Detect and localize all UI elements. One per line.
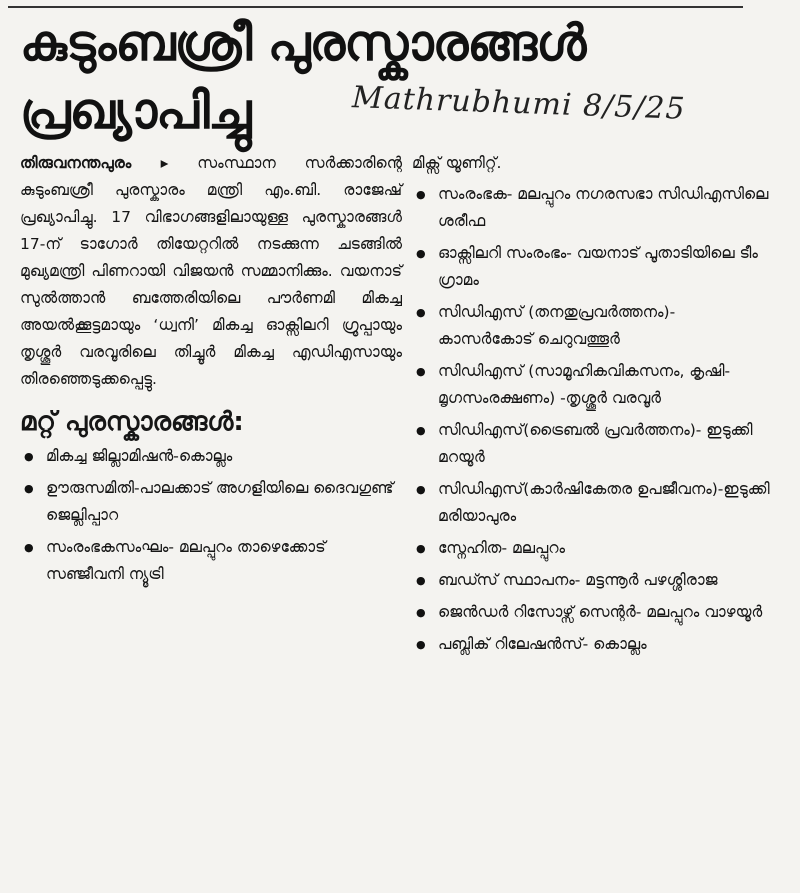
article-body-text: സംസ്ഥാന സർക്കാരിന്റെ കുടുംബശ്രീ പുരസ്കാരം മന്ത്രി എം.ബി. രാജേഷ് പ്രഖ്യാപിച്ചു. 17 വിഭാഗങ്ങളിലായുള്ള പുരസ്കാരങ്ങൾ 17-ന് ടാഗോർ തിയേറ്ററിൽ നടക്കുന്ന ചടങ്ങിൽ മുഖ്യമന്ത്രി പിണറായി വിജയൻ സമ്മാനിക്കും. വയനാട് സുൽത്താൻ ബത്തേരിയിലെ പൗർണമി മികച്ച അയൽക്കൂട്ടമായും ‘ധ്വനി’ മികച്ച ഓക്സിലറി ഗ്രൂപ്പായും തൃശ്ശൂർ വരവൂരിലെ തിച്ചൂർ മികച്ച എഡിഎസായും തിരഞ്ഞെടുക്കപ്പെട്ടു. bbox=[20, 154, 402, 388]
article-body bbox=[20, 150, 402, 393]
handwritten-source-date: Mathrubhumi 8/5/25 bbox=[351, 80, 687, 127]
award-item: ● പബ്ലിക് റിലേഷൻസ്- കൊല്ലം bbox=[412, 631, 772, 658]
award-item: ● സിഡിഎസ് (സാമൂഹികവികസനം, കൃഷി-മൃഗസംരക്ഷണം) -തൃശ്ശൂർ വരവൂർ bbox=[412, 358, 772, 412]
top-divider bbox=[8, 6, 743, 8]
other-awards-heading: മറ്റ് പുരസ്കാരങ്ങൾ: bbox=[20, 407, 244, 437]
award-item: ● ജെൻഡർ റിസോഴ്സ് സെന്റർ- മലപ്പുറം വാഴയൂർ bbox=[412, 599, 772, 626]
awards-list-left bbox=[20, 443, 402, 588]
article-right-column bbox=[412, 150, 772, 663]
award-item: ● സിഡിഎസ് (തനതുപ്രവർത്തനം)- കാസർകോട് ചെറുവത്തൂർ bbox=[412, 299, 772, 353]
award-item: ● ഓക്സിലറി സംരംഭം- വയനാട് പൂതാടിയിലെ ടീം ഗ്രാമം bbox=[412, 240, 772, 294]
continuation-text: മിക്സ് യൂണിറ്റ്. bbox=[412, 154, 502, 172]
award-item: ● ബഡ്സ് സ്ഥാപനം- മട്ടന്നൂർ പഴശ്ശിരാജ bbox=[412, 567, 772, 594]
article-left-column bbox=[20, 150, 402, 593]
headline-line-1: കുടുംബശ്രീ പുരസ്കാരങ്ങൾ bbox=[20, 14, 586, 72]
award-item: ● സ്നേഹിത- മലപ്പുറം bbox=[412, 535, 772, 562]
award-item: ● സിഡിഎസ്(ട്രൈബൽ പ്രവർത്തനം)- ഇടുക്കി മറയൂർ bbox=[412, 417, 772, 471]
award-item: ● സംരംഭക- മലപ്പുറം നഗരസഭാ സിഡിഎസിലെ ശരീഫ bbox=[412, 181, 772, 235]
award-item: ● സംരംഭകസംഘം- മലപ്പുറം താഴെക്കോട് സഞ്ജീവനി ന്യൂട്രി bbox=[20, 534, 402, 588]
award-item: ● ഊരുസമിതി-പാലക്കാട് അഗളിയിലെ ദൈവഗുണ്ട് ജെല്ലിപ്പാറ bbox=[20, 475, 402, 529]
awards-list-right bbox=[412, 181, 772, 658]
award-item: ● സിഡിഎസ്(കാർഷികേതര ഉപജീവനം)-ഇടുക്കി മരിയാപുരം bbox=[412, 476, 772, 530]
dateline: തിരുവനന്തപുരം ▸ bbox=[20, 154, 169, 172]
award-item: ● മികച്ച ജില്ലാമിഷൻ-കൊല്ലം bbox=[20, 443, 402, 470]
headline-line-2: പ്രഖ്യാപിച്ചു bbox=[20, 82, 251, 140]
